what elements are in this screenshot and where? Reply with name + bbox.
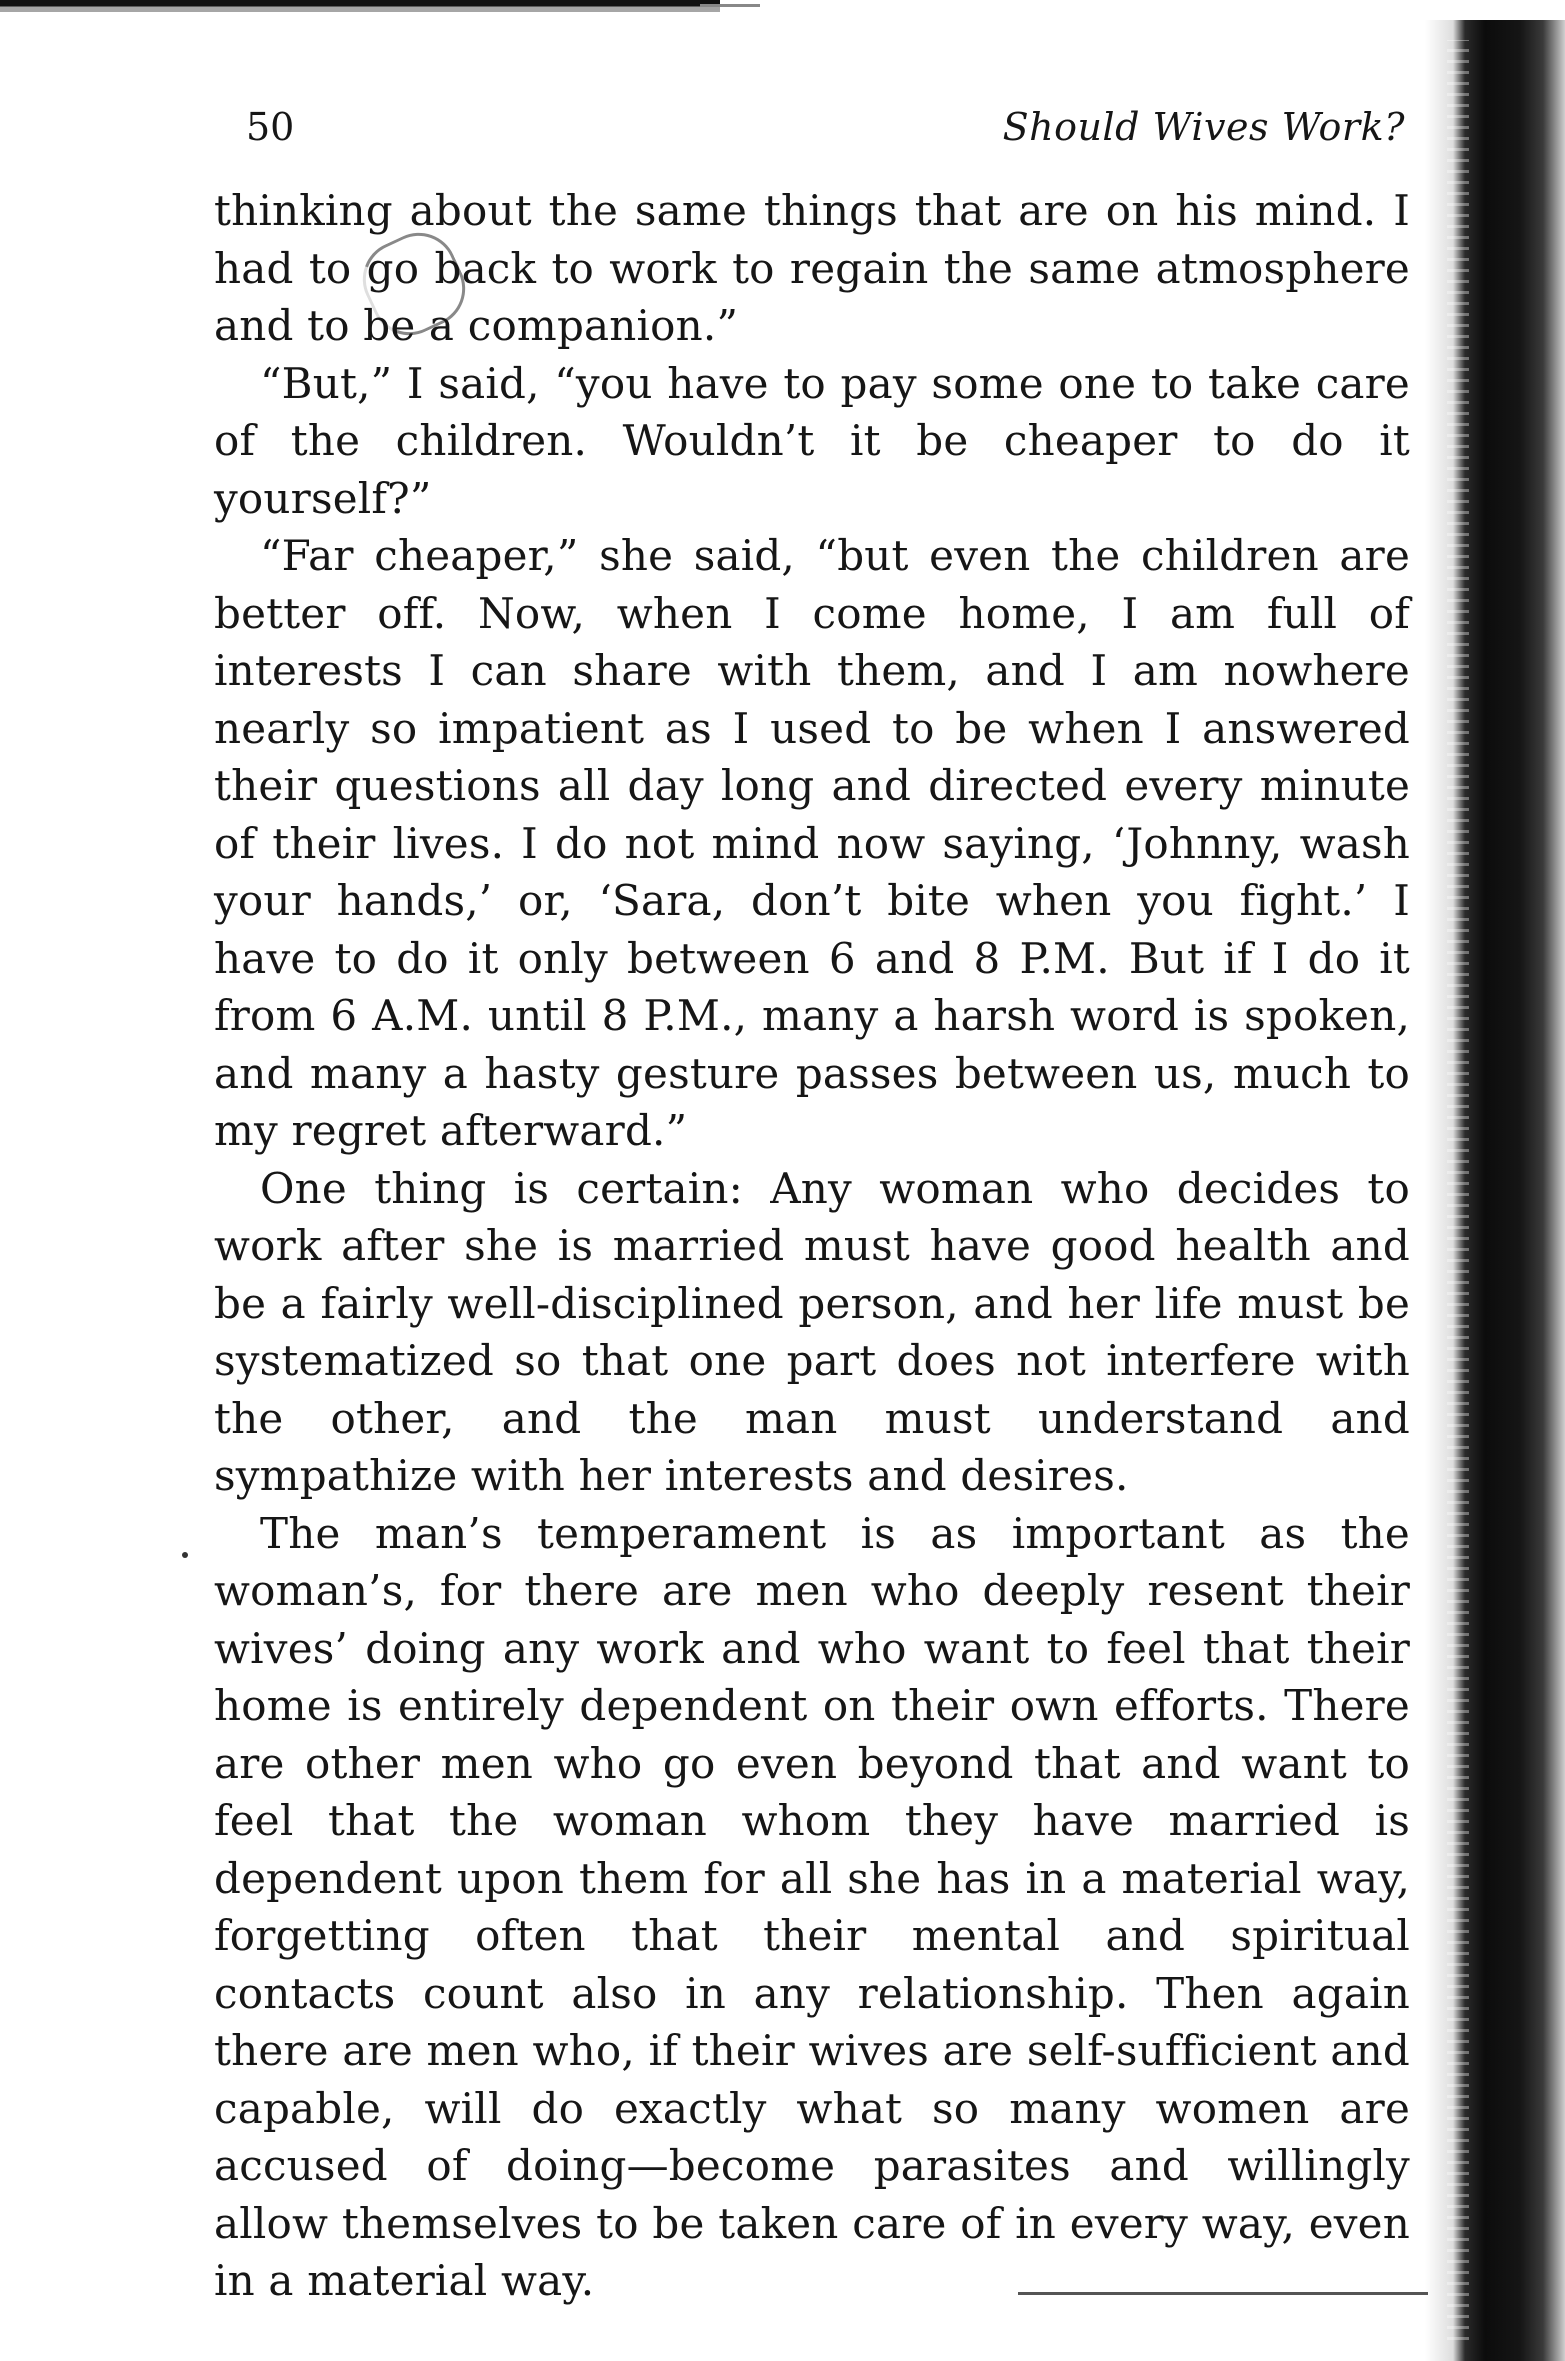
page-number: 50 [246, 105, 295, 149]
paragraph-mans-temperament: The man’s temperament is as important as the woman’s, for there are men who deeply resent their wives’ doing any work and who want to feel that their home is entirely dependent on their own efforts. There are other men who go even beyond that and want to feel that the woman whom they have married is dependent upon them for all she has in a material way, forgetting often that their mental and spiritual contacts count also in any relationship. Then again there are men who, if their wives are self-sufficient and capable, will do exactly what so many women are accused of doing—become parasites and willingly allow themselves to be taken care of in every way, even in a material way. [214, 1508, 1410, 2305]
running-title: Should Wives Work? [1002, 105, 1405, 149]
page-header [0, 92, 1565, 162]
binding-gutter-texture [1447, 40, 1469, 2340]
paragraph-cost-question: “But,” I said, “you have to pay some one to take care of the children. Wouldn’t it be cheaper to do it yourself?” [214, 358, 1410, 523]
body-text [214, 182, 1410, 2310]
scan-bottom-rule [1018, 2292, 1428, 2295]
paragraph-one-thing-certain: One thing is certain: Any woman who decides to work after she is married must have good health and be a fairly well-disciplined person, and her life must be systematized so that one part does not interfere with the other, and the man must understand and sympathize with her interests and desires. [214, 1163, 1410, 1500]
scan-top-rule [0, 0, 720, 12]
scan-top-rule-tail [700, 4, 760, 7]
binding-gutter-shadow [1425, 20, 1565, 2361]
paragraph-cheaper-reply: “Far cheaper,” she said, “but even the children are better off. Now, when I come home, I am full of interests I can share with them, and I am nowhere nearly so impatient as I used to be when I answered their questions all day long and directed every minute of their lives. I do not mind now saying, ‘Johnny, wash your hands,’ or, ‘Sara, don’t bite when you fight.’ I have to do it only between 6 and 8 P.M. But if I do it from 6 A.M. until 8 P.M., many a harsh word is spoken, and many a hasty gesture passes between us, much to my regret afterward.” [214, 531, 1410, 1155]
paragraph-continuation: thinking about the same things that are on his mind. I had to go back to work to regain the same atmosphere and to be a companion.” [214, 186, 1410, 350]
stray-ink-dot [182, 1552, 188, 1558]
